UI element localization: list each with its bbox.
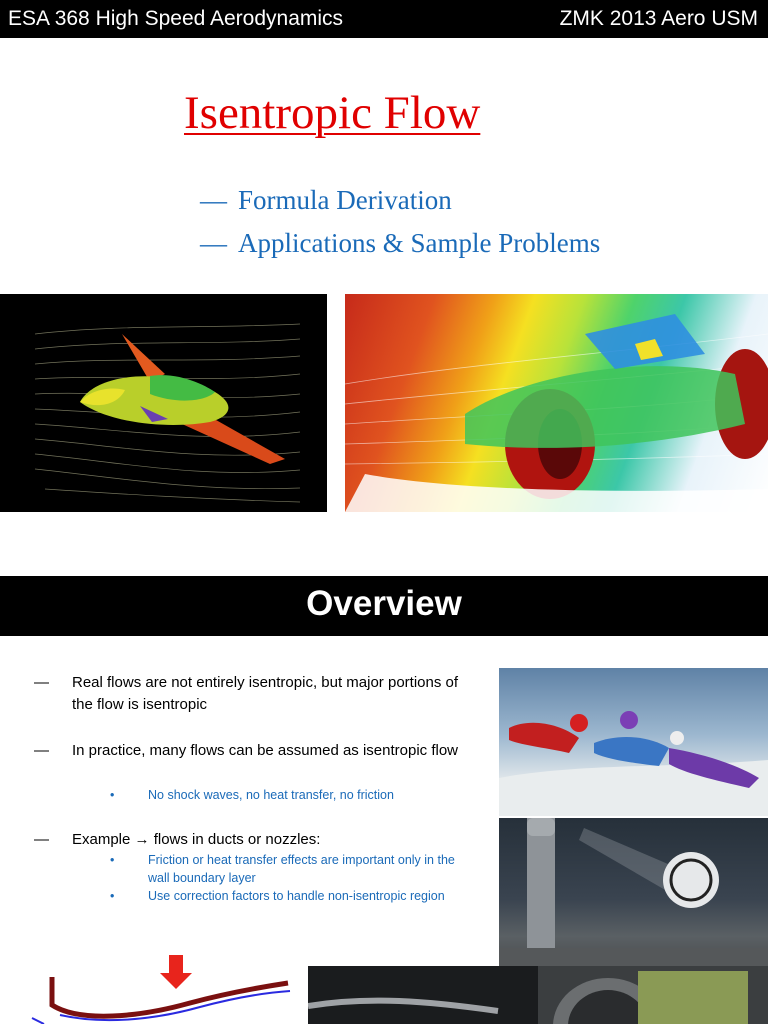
bullet-item [200,228,600,259]
jet-cfd-image [0,294,327,512]
item-text: In practice, many flows can be assumed as isentropic flow [72,742,459,759]
dash-marker: — [200,185,227,215]
sub-bullet [110,786,490,804]
sub-bullet-text: Friction or heat transfer effects are important only in the wall boundary layer [148,853,455,885]
bullet-marker: • [110,788,115,802]
wind-tunnel-photo [499,818,768,966]
slide-header-bar [0,0,768,38]
jet-engine-photo [308,966,768,1024]
dash-marker: — [200,228,227,258]
bullet-marker: • [110,889,115,903]
sub-bullet-text: Use correction factors to handle non-isentropic region [148,889,445,903]
overview-item [34,672,474,716]
sub-bullet [110,887,490,923]
sub-bullet-text: No shock waves, no heat transfer, no friction [148,788,394,802]
overview-item [34,829,474,851]
course-title: ESA 368 High Speed Aerodynamics [8,7,344,30]
dash-marker: — [34,674,49,691]
overview-title: Overview [306,584,462,623]
item-text: Real flows are not entirely isentropic, but major portions of the flow is isentropic [72,674,459,713]
overview-item [34,740,474,784]
sub-bullet [110,851,490,887]
bullet-item [200,185,452,216]
bullet-marker: • [110,853,115,867]
item-text: Example → flows in ducts or nozzles: [72,831,321,848]
race-car-cfd-image [345,294,768,512]
dash-marker: — [34,831,49,848]
skydivers-photo [499,668,768,816]
bullet-text: Formula Derivation [238,185,452,215]
nozzle-flow-diagram [0,955,300,1024]
slide-title: Isentropic Flow [184,87,481,139]
dash-marker: — [34,742,49,759]
course-info: ZMK 2013 Aero USM [559,7,758,30]
bullet-text: Applications & Sample Problems [238,228,601,258]
